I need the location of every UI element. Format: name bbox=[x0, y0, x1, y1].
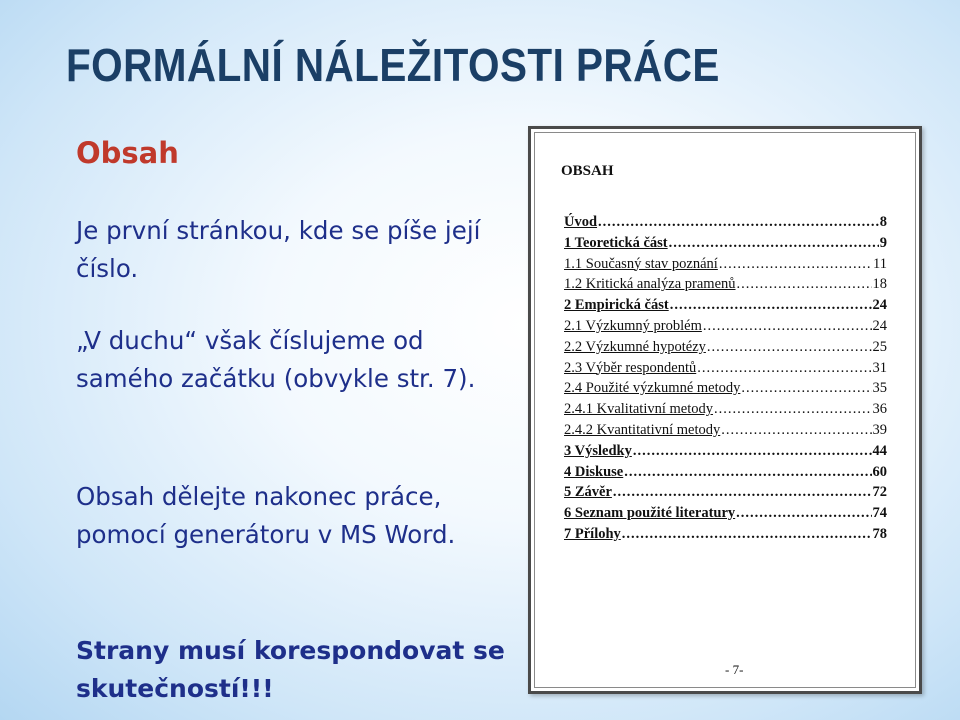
toc-entry bbox=[564, 235, 887, 256]
document-page-number: - 7- bbox=[725, 662, 744, 677]
toc-entry-label: 2.2 Výzkumné hypotézy bbox=[564, 338, 706, 355]
toc-entry-page: 9 bbox=[879, 234, 887, 251]
toc-entry bbox=[564, 276, 887, 297]
toc-entry bbox=[564, 401, 887, 422]
toc-entry-label: 6 Seznam použité literatury bbox=[564, 505, 736, 522]
toc-dot-leader bbox=[633, 443, 872, 460]
toc-entry-page: 78 bbox=[872, 525, 887, 542]
toc-dot-leader bbox=[669, 235, 879, 252]
toc-dot-leader bbox=[622, 526, 872, 543]
toc-dot-leader bbox=[707, 339, 872, 356]
toc-dot-leader bbox=[721, 422, 871, 439]
toc-entry bbox=[564, 214, 887, 235]
toc-entry-page: 24 bbox=[872, 297, 887, 314]
slide-title: FORMÁLNÍ NÁLEŽITOSTI PRÁCE bbox=[66, 39, 720, 91]
toc-entry-label: Úvod bbox=[564, 214, 598, 230]
toc-entry-label: 1 Teoretická část bbox=[564, 234, 668, 251]
toc-entry-page: 24 bbox=[872, 317, 887, 334]
toc-entry-label: 1.2 Kritická analýza pramenů bbox=[564, 276, 736, 293]
toc-entry-label: 2.4 Použité výzkumné metody bbox=[564, 380, 741, 397]
toc-entry-label: 2 Empirická část bbox=[564, 297, 669, 314]
table-of-contents bbox=[564, 214, 887, 547]
toc-entry bbox=[564, 422, 887, 443]
toc-entry-page: 44 bbox=[872, 442, 887, 459]
body-paragraph-2: „V duchu“ však číslujeme od samého začátku (obvykle str. 7). bbox=[76, 326, 476, 393]
toc-entry-label: 2.3 Výběr respondentů bbox=[564, 359, 697, 376]
toc-dot-leader bbox=[613, 484, 872, 501]
body-paragraph-3: Obsah dělejte nakonec práce, pomocí generátoru v MS Word. bbox=[76, 482, 456, 549]
toc-entry-page: 60 bbox=[872, 463, 887, 480]
toc-entry-page: 39 bbox=[872, 421, 887, 438]
toc-entry bbox=[564, 380, 887, 401]
toc-dot-leader bbox=[624, 464, 871, 481]
toc-dot-leader bbox=[703, 318, 872, 335]
toc-document-image bbox=[528, 126, 922, 694]
body-paragraph-emphasis: Strany musí korespondovat se skutečností!!! bbox=[76, 636, 505, 703]
toc-dot-leader bbox=[714, 401, 871, 418]
toc-entry bbox=[564, 360, 887, 381]
toc-dot-leader bbox=[719, 256, 872, 273]
toc-entry-page: 72 bbox=[872, 484, 887, 501]
toc-entry bbox=[564, 339, 887, 360]
toc-entry-label: 2.4.1 Kvalitativní metody bbox=[564, 401, 714, 418]
slide-subtitle: Obsah bbox=[76, 136, 179, 170]
toc-entry-page: 25 bbox=[872, 338, 887, 355]
toc-entry-label: 5 Závěr bbox=[564, 484, 612, 501]
toc-entry-label: 2.4.2 Kvantitativní metody bbox=[564, 421, 721, 438]
toc-entry bbox=[564, 484, 887, 505]
toc-entry-page: 8 bbox=[879, 214, 887, 230]
toc-entry-page: 18 bbox=[872, 276, 887, 293]
toc-entry-label: 2.1 Výzkumný problém bbox=[564, 317, 702, 334]
toc-dot-leader bbox=[670, 297, 872, 314]
toc-entry-label: 1.1 Současný stav poznání bbox=[564, 255, 718, 272]
toc-dot-leader bbox=[737, 276, 872, 293]
toc-entry bbox=[564, 464, 887, 485]
toc-dot-leader bbox=[741, 380, 871, 397]
toc-entry-page: 74 bbox=[872, 505, 887, 522]
toc-entry-page: 36 bbox=[872, 401, 887, 418]
toc-entry bbox=[564, 256, 887, 277]
toc-entry-page: 11 bbox=[873, 255, 887, 272]
body-paragraph-1: Je první stránkou, kde se píše její číslo. bbox=[76, 216, 481, 283]
toc-dot-leader bbox=[697, 360, 871, 377]
toc-entry bbox=[564, 505, 887, 526]
toc-dot-leader bbox=[736, 505, 871, 522]
toc-entry-label: 7 Přílohy bbox=[564, 525, 621, 542]
toc-entry bbox=[564, 443, 887, 464]
toc-entry bbox=[564, 297, 887, 318]
toc-entry-page: 31 bbox=[872, 359, 887, 376]
toc-entry bbox=[564, 318, 887, 339]
toc-dot-leader bbox=[598, 214, 879, 231]
document-heading: OBSAH bbox=[561, 163, 614, 179]
toc-entry-label: 3 Výsledky bbox=[564, 442, 632, 459]
toc-entry-page: 35 bbox=[872, 380, 887, 397]
toc-entry-label: 4 Diskuse bbox=[564, 463, 624, 480]
toc-entry bbox=[564, 526, 887, 547]
